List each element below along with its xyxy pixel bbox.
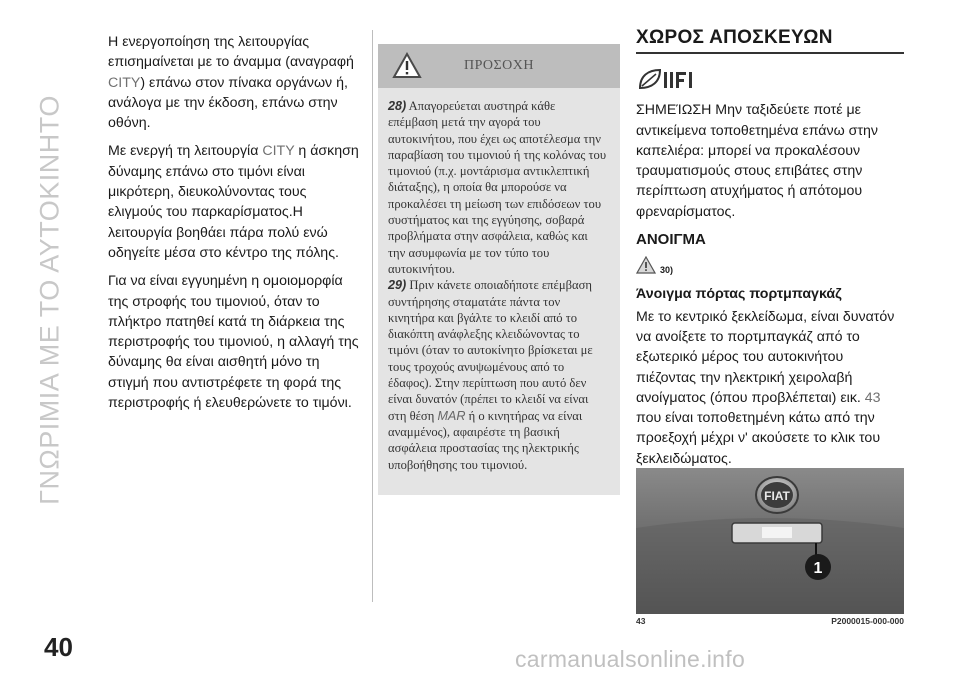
opening-paragraph: Με το κεντρικό ξεκλείδωμα, είναι δυνατόν να ανοίξετε το πορτμπαγκάζ από το εξωτερικό μέρος του αυτοκινήτου πιέζοντας την ηλεκτρική χειρολαβή ανοίγματος (όπου προβλέπεται) εικ. 43 που είναι τοποθετημένη κάτω από την προεξοχή μέχρι ν' ακούσετε το κλικ του ξεκλειδώματος. [636, 308, 895, 467]
city-label: CITY [262, 143, 295, 160]
page-number: 40 [44, 632, 73, 662]
mar-label: MAR [437, 408, 466, 423]
figure-caption [636, 616, 904, 626]
note-paragraph: ΣΗΜΕΊΩΣΗ Μην ταξιδεύετε ποτέ με αντικείμενα τοποθετημένα επάνω στην καπελιέρα: μπορεί να προκαλέσουν τραυματισμούς στους επιβάτες στην περίπτωση ατυχήματος ή απότομου φρεναρίσματος. [636, 102, 878, 220]
paragraph-city-active: Με ενεργή τη λειτουργία CITY η άσκηση δύναμης επάνω στο τιμόνι είναι μικρότερη, διευκολύνοντας τους ελιγμούς του παρκαρίσματος.Η λειτουργία βοηθάει πάρα πολύ ενώ οδηγείτε μέσα στο κέντρο της πόλης. [108, 143, 359, 261]
warning-ref-number: 30) [660, 265, 674, 276]
paragraph-steering-uniformity: Για να είναι εγγυημένη η ομοιομορφία της στροφής του τιμονιού, όταν το πλήκτρο πατηθεί κατά τη διάρκεια της περιστροφής του τιμονιού, η αλλαγή της δύναμης θα είναι αισθητή μόνο τη στιγμή που αντιστρέφετε τη φορά της περιστροφής ή ελευθερώνετε το τιμόνι. [108, 273, 359, 412]
right-column [636, 28, 904, 477]
opening-subheading: ΑΝΟΙΓΜΑ [636, 231, 706, 249]
warning-reference [636, 254, 904, 280]
warning-body [378, 88, 620, 473]
warning-box [378, 44, 620, 495]
warning-note-29: 29) Πριν κάνετε οποιαδήποτε επέμβαση συντήρησης σταματάτε πάντα τον κινητήρα και βγάλτε το κλειδί από το διακόπτη ανάφλεξης κλειδώνοντας το τιμόνι (όταν το αυτοκίνητο βρίσκεται με τους τροχούς ανυψωμένους από το έδαφος). Στην περίπτωση που αυτό δεν είναι δυνατόν (πρέπει το κλειδί να είναι στη θέση MAR ή ο κινητήρας να είναι αναμμένος), αφαιρέστε τη βασική ασφάλεια προστασίας της ηλεκτρικής υποβοήθησης του τιμονιού. [388, 278, 593, 472]
opening-heading: Άνοιγμα πόρτας πορτμπαγκάζ [636, 286, 842, 303]
figure-number: 43 [636, 616, 646, 626]
tailgate-photo [636, 468, 904, 614]
figure-reference: 43 [864, 389, 881, 406]
figure-callout-1: 1 [813, 560, 823, 577]
section-heading: ΧΩΡΟΣ ΑΠΟΣΚΕΥΩΝ [636, 28, 904, 54]
paragraph-city-indication: Η ενεργοποίηση της λειτουργίας επισημαίνεται με το άναμμα (αναγραφή CITY) επάνω στον πίνακα οργάνων ή, ανάλογα με την έκδοση, επάνω στην οθόνη. [108, 34, 354, 132]
left-column [108, 32, 363, 421]
figure-code: P2000015-000-000 [831, 616, 904, 626]
warning-note-28: 28) Απαγορεύεται αυστηρά κάθε επέμβαση μετά την αγορά του αυτοκινήτου, που έχει ως αποτέλεσμα την παραβίαση του τιμονιού ή της κολόνας του τιμονιού (π.χ. μοντάρισμα αντικλεπτική διάταξης), η οποία θα μπορούσε να προκαλέσει τη μείωση των επιδόσεων του συστήματος και της εγγύησης, σοβαρά προβλήματα στην ασφάλεια, καθώς και την ασυμφωνία με τον τύπο του αυτοκινήτου. [388, 99, 607, 276]
warning-header [378, 44, 620, 88]
section-side-title: ΓΝΩΡΙΜΙΑ ΜΕ ΤΟ ΑΥΤΟΚΙΝΗΤΟ [34, 95, 65, 505]
warning-title: ΠΡΟΣΟΧΗ [464, 58, 534, 73]
warning-small-icon [636, 256, 656, 280]
column-divider [372, 30, 373, 602]
watermark: carmanualsonline.info [515, 646, 746, 672]
fiat-logo: FIAT [764, 489, 790, 503]
city-label: CITY [108, 74, 141, 91]
eco-note-icon [636, 66, 904, 92]
